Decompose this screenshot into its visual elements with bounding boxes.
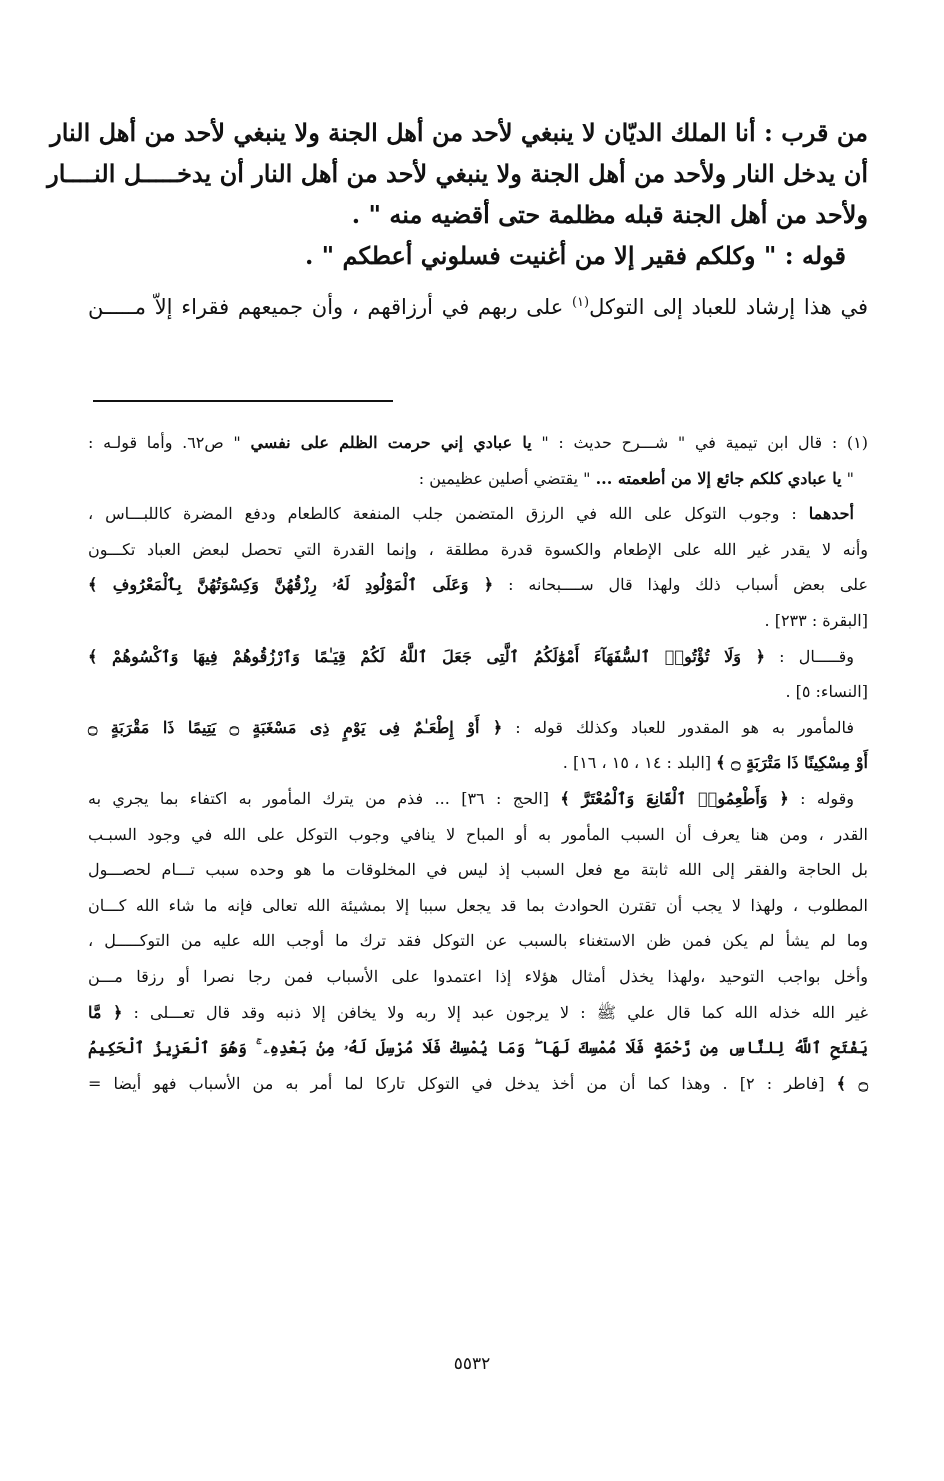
note-line: [البقرة : ٢٣٣] . [764, 610, 868, 630]
main-line-3: ولأحد من أهل الجنة قبله مظلمة حتى أقضيه منه " . [351, 200, 868, 229]
note-text: (١) : قال ابن تيمية في " شـــرح حديث : " [541, 433, 869, 452]
note-line [88, 567, 868, 603]
note-line [88, 461, 868, 497]
note-text: " [846, 468, 854, 488]
note-text: وقوله : [800, 788, 854, 808]
main-line-4: قوله : " وكلكم فقير إلا من أغنيت فسلوني أعطكم " . [304, 241, 846, 270]
main-line-2: أن يدخل النار ولأحد من أهل الجنة ولا ينبغي لأحد من أهل النار أن يدخـــــل النــــار [47, 159, 868, 188]
note-line: وأنه لا يقدر غير الله على الإطعام والكسوة قدرة مطلقة ، وإنما القدرة التي تحصل لبعض العباد تكـــون [88, 539, 868, 559]
note-text: : وجوب التوكل على الله في الرزق المتضمن جلب المنفعة كالطعام ودفع المضرة كاللبـــاس ، [88, 504, 809, 524]
note-text: فالمأمور به هو المقدور للعباد وكذلك قوله : [515, 717, 855, 737]
quran-verse: ﴿ وَلَا تُؤْتُوا۟ ٱلسُّفَهَآءَ أَمْوَٰلَكُمُ ٱلَّتِى جَعَلَ ٱللَّهُ لَكُمْ قِيَـٰمًا وَٱرْزُقُوهُمْ فِيهَا وَٱكْسُوهُمْ ﴾ [88, 646, 765, 666]
note-line: القدر ، ومن هنا يعرف أن السبب المأمور به أو المباح لا ينافي وجوب التوكل على الله في وجود السبـب [88, 824, 868, 844]
note-text: غير الله خذله الله كما قال علي ﷺ : لا يرجون عبد إلا ربه ولا يخافن إلا ذنبه وقد قال تعـــلى : [133, 1002, 869, 1022]
quran-verse: أَوْ مِسْكِينًا ذَا مَتْرَبَةٍ ۝ ﴾ [716, 753, 868, 773]
note-text: " ص٦٢. وأما قولـه : [88, 433, 241, 452]
note-text: وقـــــال : [779, 646, 855, 666]
hadith-title: يا عبادي إني حرمت الظلم على نفسي [250, 433, 532, 452]
note-line [88, 995, 868, 1031]
hadith-title: يا عبادي كلكم جائع إلا من أطعمته ... [595, 468, 842, 488]
note-line [88, 639, 868, 675]
note-line [88, 745, 868, 781]
quran-verse: ﴿ مَّا [88, 1002, 123, 1022]
note-text: [فاطر : ٢] . وهذا كما أن من أخذ يدخل في التوكل تاركا لما أمر به من الأسباب فهو أيضا = [88, 1073, 837, 1093]
note-line [88, 710, 868, 746]
note-line [88, 496, 868, 532]
main-text [47, 112, 868, 328]
note-text: على بعض أسباب ذلك ولهذا قال ســــبحانه : [508, 575, 869, 595]
note-text: [البلد : ١٤ ، ١٥ ، ١٦] . [562, 753, 717, 773]
note-line: المطلوب ، ولهذا لا يجب أن تقترن الحوادث بما قد يجعل سببا إلا بمشيئة الله تعالى فإنه ما شاء الله كـــان [88, 895, 868, 915]
note-line: بل الحاجة والفقر إلى الله ثابتة مع فعل السبب إذ ليس في المخلوقات ما هو وحده سبب تـــام لحصـــول [88, 860, 869, 880]
footnote-separator [93, 400, 393, 402]
main-line-1: من قرب : أنا الملك الديّان لا ينبغي لأحد من أهل الجنة ولا ينبغي لأحد من أهل النار [50, 118, 868, 147]
quran-verse: ۝ ﴾ [836, 1073, 869, 1093]
page-number: ٥٥٣٢ [453, 1354, 491, 1374]
main-line-5 [88, 282, 868, 328]
footnotes [88, 425, 868, 1101]
note-text: [الحج : ٣٦] ... فذم من يترك المأمور به اكتفاء بما يجري به [88, 788, 561, 808]
note-line [88, 1030, 868, 1066]
note-line [88, 425, 868, 461]
note-line [88, 1066, 868, 1102]
intro-before: في هذا إرشاد للعباد إلى التوكل [589, 295, 868, 319]
note-label: أحدهما [808, 504, 854, 524]
note-line [88, 781, 868, 817]
quran-verse: ﴿ وَأَطْعِمُوا۟ ٱلْقَانِعَ وَٱلْمُعْتَرَّ ﴾ [560, 788, 789, 808]
quran-verse: ﴿ وَعَلَى ٱلْمَوْلُودِ لَهُۥ رِزْقُهُنَّ وَكِسْوَتُهُنَّ بِٱلْمَعْرُوفِ ﴾ [88, 575, 494, 595]
footnote-ref: (١) [571, 295, 590, 310]
note-line: وما لم يشأ لم يكن فمن ظن الاستغناء بالسبب عن التوكل فقد ترك ما أوجب الله عليه من التوكـــــل ، [88, 931, 868, 951]
note-line: وأخل بواجب التوحيد ،ولهذا يخذل أمثال هؤلاء إذا اعتمدوا على الأسباب فمن رجا نصرا أو رزقا مـــن [88, 966, 868, 986]
note-line: [النساء: ٥] . [785, 682, 868, 702]
intro-after: على ربهم في أرزاقهم ، وأن جميعهم فقراء إلاّ مـــــن [88, 295, 572, 319]
quran-verse: يَفْتَحِ ٱللَّهُ لِلنَّاسِ مِن رَّحْمَةٍ فَلَا مُمْسِكَ لَهَا ۖ وَمَا يُمْسِكْ فَلَا مُرْسِلَ لَهُۥ مِنۢ بَعْدِهِۦ ۚ وَهُوَ ٱلْعَزِيزُ ٱلْحَكِيمُ [88, 1038, 868, 1058]
note-text: " يقتضي أصلين عظيمين : [418, 468, 591, 488]
quran-verse: ﴿ أَوْ إِطْعَـٰمٌ فِى يَوْمٍ ذِى مَسْغَبَةٍ ۝ يَتِيمًا ذَا مَقْرَبَةٍ ۝ [88, 717, 503, 737]
